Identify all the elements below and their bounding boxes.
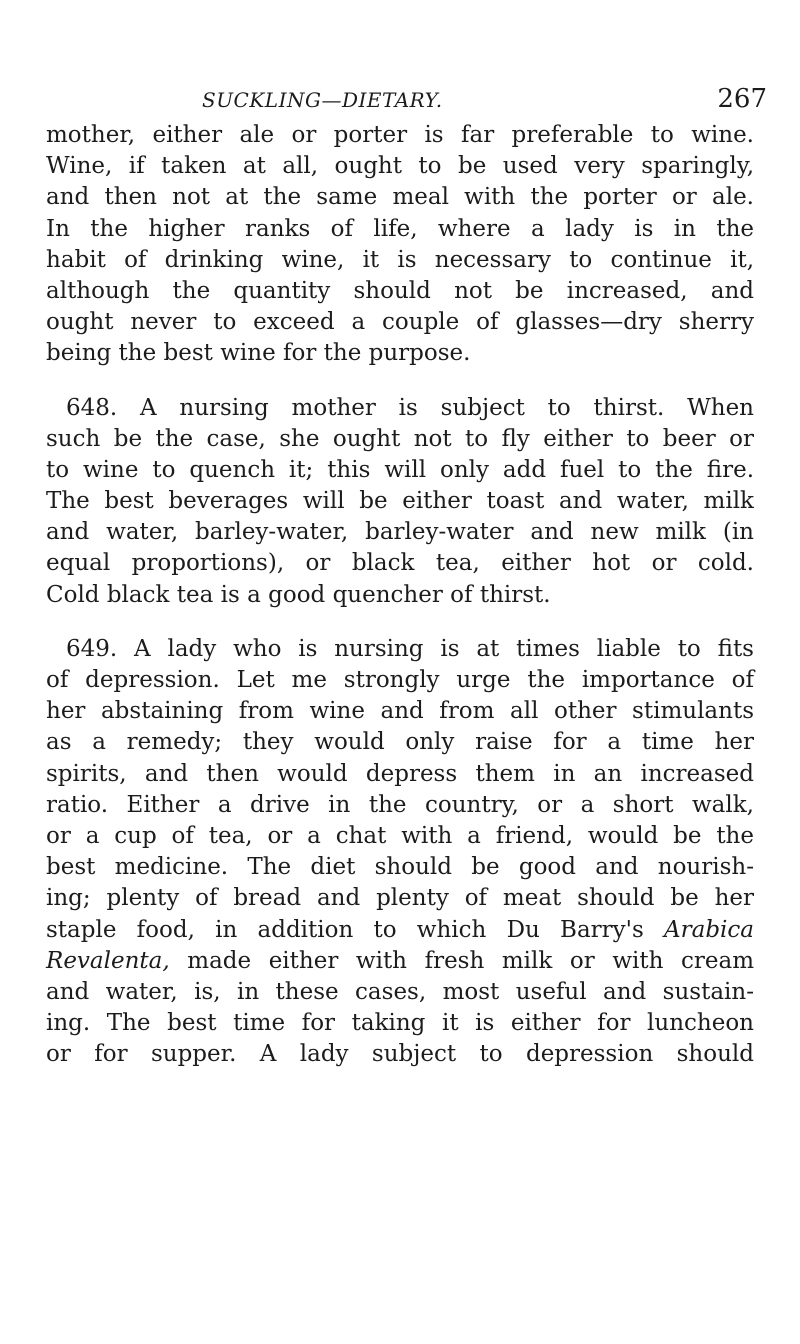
text-line	[46, 946, 754, 977]
text-segment: made either with fresh milk or with cream	[187, 947, 755, 974]
page-number: 267	[717, 84, 767, 114]
text-line: mother, either ale or porter is far preferable to wine.	[46, 122, 754, 148]
page-header	[30, 84, 770, 118]
text-line: of depression. Let me strongly urge the importance of	[46, 667, 754, 693]
text-line: equal proportions), or black tea, either hot or cold.	[46, 550, 754, 577]
text-line: ratio. Either a drive in the country, or a short walk,	[46, 791, 754, 818]
text-line: ought never to exceed a couple of glasses—dry sherry	[46, 309, 754, 336]
running-head: SUCKLING—DIETARY.	[202, 88, 443, 112]
text-line: 649. A lady who is nursing is at times liable to fits	[66, 635, 754, 662]
paragraph-gap	[46, 370, 754, 393]
text-line: such be the case, she ought not to fly either to beer or	[46, 425, 754, 452]
body-text	[46, 120, 754, 1070]
text-line: her abstaining from wine and from all other stimulants	[46, 698, 754, 725]
text-line: being the best wine for the purpose.	[46, 340, 471, 367]
text-line: ing; plenty of bread and plenty of meat should be her	[46, 885, 754, 912]
text-line: although the quantity should not be increased, and	[46, 277, 754, 304]
text-line: ing. The best time for taking it is either for luncheon	[46, 1010, 754, 1037]
text-segment: staple food, in addition to which Du Barry's	[46, 916, 644, 943]
text-line: best medicine. The diet should be good and nourish-	[46, 854, 754, 881]
paragraph-648	[46, 393, 754, 611]
paragraph-1	[46, 120, 754, 370]
italic-title: Revalenta,	[46, 947, 170, 974]
text-line: or a cup of tea, or a chat with a friend, would be the	[46, 822, 754, 849]
text-line	[46, 915, 754, 946]
italic-title: Arabica	[664, 916, 754, 943]
text-line: 648. A nursing mother is subject to thirst. When	[66, 394, 754, 421]
text-line: as a remedy; they would only raise for a time her	[46, 729, 754, 756]
text-line: Wine, if taken at all, ought to be used very sparingly,	[46, 153, 754, 180]
text-line: or for supper. A lady subject to depression should	[46, 1041, 754, 1068]
text-line: Cold black tea is a good quencher of thirst.	[46, 581, 551, 608]
text-line: and water, barley-water, barley-water and new milk (in	[46, 519, 754, 546]
text-line: and then not at the same meal with the porter or ale.	[46, 184, 754, 211]
paragraph-gap	[46, 611, 754, 634]
text-line: and water, is, in these cases, most useful and sustain-	[46, 978, 754, 1005]
paragraph-649	[46, 634, 754, 1071]
text-line: to wine to quench it; this will only add fuel to the fire.	[46, 456, 754, 483]
text-line: habit of drinking wine, it is necessary to continue it,	[46, 246, 754, 273]
text-line: spirits, and then would depress them in an increased	[46, 760, 754, 787]
text-line: In the higher ranks of life, where a lady is in the	[46, 215, 754, 242]
text-line: The best beverages will be either toast and water, milk	[46, 488, 754, 515]
